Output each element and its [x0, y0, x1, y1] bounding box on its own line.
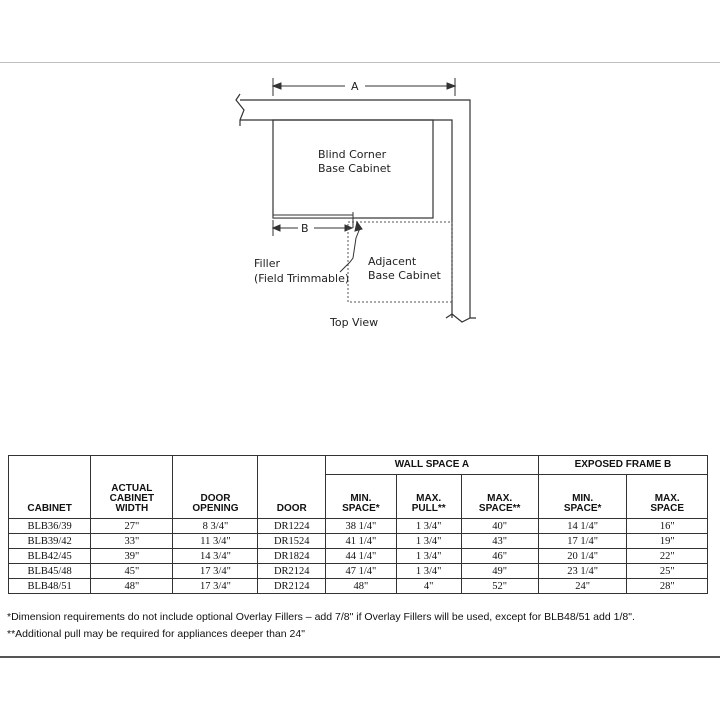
cell-max-pull: 4" [396, 579, 461, 594]
cell-cabinet: BLB45/48 [9, 564, 91, 579]
cell-min-space-a: 48" [325, 579, 396, 594]
header-max-space-b: MAX. SPACE [627, 475, 708, 519]
wall-outline [236, 94, 476, 322]
cell-actual-width: 45" [91, 564, 173, 579]
adjacent-label-2: Base Cabinet [368, 269, 441, 282]
blind-corner-label-1: Blind Corner [318, 148, 387, 161]
filler-leader [340, 222, 362, 272]
cell-actual-width: 33" [91, 534, 173, 549]
cell-door: DR1824 [258, 549, 326, 564]
table-row [9, 534, 708, 549]
cell-max-pull: 1 3/4" [396, 564, 461, 579]
table-row [9, 519, 708, 534]
cell-min-space-a: 38 1/4" [325, 519, 396, 534]
cell-door-opening: 8 3/4" [173, 519, 258, 534]
header-exposed-frame-b: EXPOSED FRAME B [538, 456, 707, 475]
header-wall-space-a: WALL SPACE A [325, 456, 538, 475]
cell-max-space-b: 25" [627, 564, 708, 579]
cell-max-space-b: 28" [627, 579, 708, 594]
cell-door-opening: 17 3/4" [173, 564, 258, 579]
header-max-pull: MAX. PULL** [396, 475, 461, 519]
dimension-b [273, 220, 352, 236]
cell-max-space-b: 16" [627, 519, 708, 534]
cell-min-space-b: 23 1/4" [538, 564, 627, 579]
cell-actual-width: 48" [91, 579, 173, 594]
cell-door-opening: 17 3/4" [173, 579, 258, 594]
header-door-opening: DOOR OPENING [173, 456, 258, 519]
adjacent-label-1: Adjacent [368, 255, 417, 268]
filler-label-2: (Field Trimmable) [254, 272, 350, 285]
dimension-table [8, 455, 708, 594]
cell-cabinet: BLB36/39 [9, 519, 91, 534]
blind-corner-label-2: Base Cabinet [318, 162, 391, 175]
footnote-overlay-fillers: *Dimension requirements do not include optional Overlay Fillers – add 7/8" if Overlay Fillers will be used, except for BLB48/51 add 1/8". [7, 611, 635, 623]
cell-max-space-a: 40" [461, 519, 538, 534]
header-door: DOOR [258, 456, 326, 519]
cell-max-space-a: 49" [461, 564, 538, 579]
table-row [9, 579, 708, 594]
cell-door: DR1224 [258, 519, 326, 534]
table-row [9, 564, 708, 579]
cell-door: DR1524 [258, 534, 326, 549]
cell-cabinet: BLB42/45 [9, 549, 91, 564]
cell-min-space-b: 20 1/4" [538, 549, 627, 564]
cell-min-space-a: 41 1/4" [325, 534, 396, 549]
cell-door-opening: 14 3/4" [173, 549, 258, 564]
cell-actual-width: 27" [91, 519, 173, 534]
filler-strip [273, 215, 353, 218]
cell-min-space-a: 44 1/4" [325, 549, 396, 564]
header-max-space-a: MAX. SPACE** [461, 475, 538, 519]
cell-max-pull: 1 3/4" [396, 549, 461, 564]
cell-door: DR2124 [258, 579, 326, 594]
cell-max-space-b: 19" [627, 534, 708, 549]
cell-min-space-b: 17 1/4" [538, 534, 627, 549]
cell-max-space-a: 43" [461, 534, 538, 549]
cell-min-space-b: 14 1/4" [538, 519, 627, 534]
diagram-svg [0, 0, 720, 340]
top-view-label: Top View [330, 316, 379, 329]
dimension-a-label: A [351, 80, 359, 93]
cell-max-pull: 1 3/4" [396, 519, 461, 534]
cell-door: DR2124 [258, 564, 326, 579]
top-view-diagram [0, 0, 720, 340]
cell-actual-width: 39" [91, 549, 173, 564]
table-row [9, 549, 708, 564]
cell-max-pull: 1 3/4" [396, 534, 461, 549]
dimension-a [273, 78, 455, 96]
filler-label-1: Filler [254, 257, 280, 270]
cell-door-opening: 11 3/4" [173, 534, 258, 549]
header-cabinet: CABINET [9, 456, 91, 519]
footnote-additional-pull: **Additional pull may be required for appliances deeper than 24" [7, 628, 305, 640]
cell-max-space-b: 22" [627, 549, 708, 564]
cell-max-space-a: 52" [461, 579, 538, 594]
dimension-b-label: B [301, 222, 309, 235]
header-actual-width: ACTUAL CABINET WIDTH [91, 456, 173, 519]
cell-max-space-a: 46" [461, 549, 538, 564]
cell-min-space-a: 47 1/4" [325, 564, 396, 579]
cell-min-space-b: 24" [538, 579, 627, 594]
cell-cabinet: BLB39/42 [9, 534, 91, 549]
header-min-space-a: MIN. SPACE* [325, 475, 396, 519]
header-min-space-b: MIN. SPACE* [538, 475, 627, 519]
cell-cabinet: BLB48/51 [9, 579, 91, 594]
